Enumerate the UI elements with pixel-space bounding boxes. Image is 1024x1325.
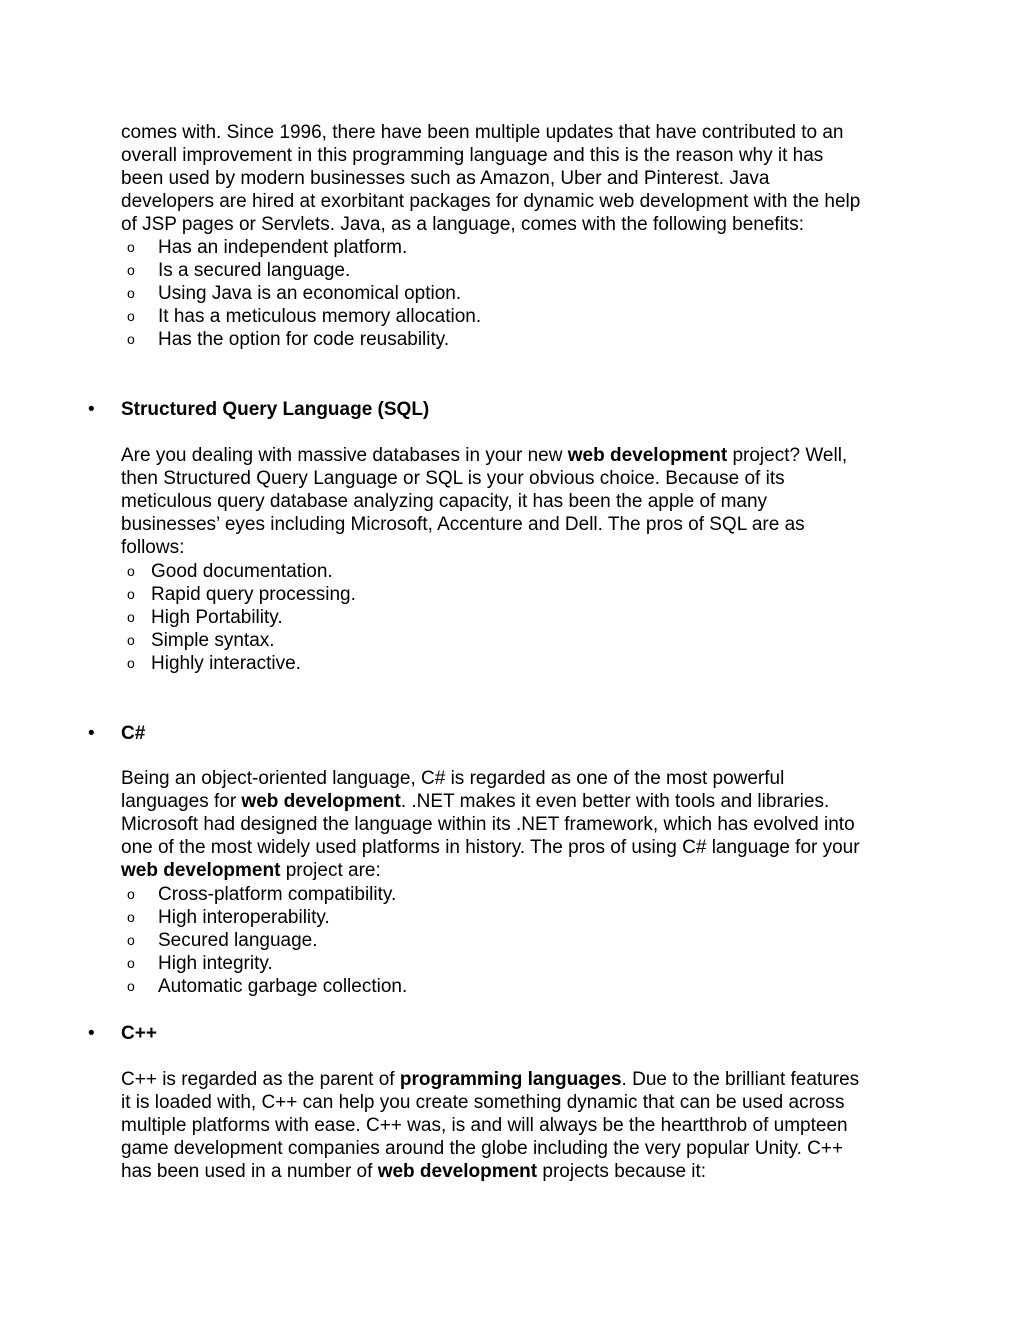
sub-bullet-icon: o [127, 909, 135, 926]
bold-keyword: web development [567, 445, 728, 466]
paragraph-line: has been used in a number of web development projects because it: [121, 1161, 707, 1183]
document-page: comes with. Since 1996, there have been multiple updates that have contributed to an overall improvement in this programming language and this is the reason why it has been used by modern businesses such as Amazon, Uber and Pinterest. Java developers are hired at exorbitant packages for dynamic web development with the help of JSP pages or Servlets. Java, as a language, comes with the following benefits: o Has an independent platform. o Is a secured language. o Using Java is an economical option. o It has a meticulous memory allocation. o Has the option for code reusability. • Structured Query Language (SQL) Are you dealing with massive databases in your new web development project? Well, then Structured Query Language or SQL is your obvious choice. Because of its meticulous query database analyzing capacity, it has been the apple of many businesses’ eyes including Microsoft, Accenture and Dell. The pros of SQL are as follows: o Good documentation. o Rapid query processing. o High Portability. o Simple syntax. o Highly interactive. • C# Being an object-oriented language, C# is regarded as one of the most powerful languages for web development. .NET makes it even better with tools and libraries. Microsoft had designed the language within its .NET framework, which has evolved into one of the most widely used platforms in history. The pros of using C# language for your web development project are: o Cross-platform compatibility. o High interoperability. o Secured language. o High integrity. o Automatic garbage collection. • C++ C++ is regarded as the parent of programming languages. Due to the brilliant features it is loaded with, C++ can help you create something dynamic that can be used across multiple platforms with ease. C++ was, is and will always be the heartthrob of umpteen game development companies around the globe including the very popular Unity. C++ has been used in a number of web development projects because it: [0, 0, 1024, 1325]
bullet-icon: • [88, 399, 95, 420]
paragraph-line: follows: [121, 537, 185, 559]
sub-bullet-icon: o [127, 978, 135, 995]
sub-bullet-icon: o [127, 632, 135, 649]
paragraph-line: meticulous query database analyzing capacity, it has been the apple of many [121, 491, 768, 513]
sub-bullet-icon: o [127, 285, 135, 302]
bold-keyword: web development [377, 1161, 538, 1183]
paragraph-line: businesses’ eyes including Microsoft, Accenture and Dell. The pros of SQL are as [121, 514, 805, 536]
paragraph-line: Being an object-oriented language, C# is regarded as one of the most powerful [121, 768, 785, 789]
sql-paragraph [121, 444, 911, 559]
sub-bullet-icon: o [127, 308, 135, 325]
section-title: C# [121, 723, 146, 744]
paragraph-line: then Structured Query Language or SQL is your obvious choice. Because of its [121, 468, 785, 490]
bullet-icon: • [88, 1023, 95, 1044]
paragraph-line: it is loaded with, C++ can help you create something dynamic that can be used across [121, 1092, 845, 1114]
bold-keyword: web development [241, 791, 401, 813]
paragraph-line: been used by modern businesses such as Amazon, Uber and Pinterest. Java [121, 168, 770, 190]
bold-keyword: programming languages [399, 1069, 622, 1090]
paragraph-line: game development companies around the globe including the very popular Unity. C++ [121, 1138, 844, 1160]
sub-bullet-icon: o [127, 932, 135, 949]
csharp-paragraph [121, 767, 911, 882]
paragraph-line: one of the most widely used platforms in history. The pros of using C# language for your [121, 837, 860, 859]
paragraph-line: Microsoft had designed the language within its .NET framework, which has evolved into [121, 814, 855, 836]
cpp-paragraph [121, 1068, 911, 1183]
paragraph-line: developers are hired at exorbitant packages for dynamic web development with the help [121, 191, 861, 213]
paragraph-line: multiple platforms with ease. C++ was, is and will always be the heartthrob of umpteen [121, 1115, 848, 1137]
sub-bullet-icon: o [127, 955, 135, 972]
paragraph-line: overall improvement in this programming language and this is the reason why it has [121, 145, 824, 167]
sub-bullet-icon: o [127, 331, 135, 348]
sub-bullet-icon: o [127, 262, 135, 279]
paragraph-line: web development project are: [121, 860, 381, 882]
paragraph-line: of JSP pages or Servlets. Java, as a language, comes with the following benefits: [121, 214, 804, 236]
bullet-icon: • [88, 723, 95, 744]
section-title: Structured Query Language (SQL) [121, 399, 430, 420]
sub-bullet-icon: o [127, 563, 135, 579]
paragraph-line: C++ is regarded as the parent of programming languages. Due to the brilliant features [121, 1069, 860, 1090]
sub-bullet-icon: o [127, 609, 135, 626]
sub-bullet-icon: o [127, 586, 135, 603]
bold-keyword: web development [121, 860, 281, 882]
java-intro-paragraph [121, 121, 911, 236]
sub-bullet-icon: o [127, 655, 135, 672]
sub-bullet-icon: o [127, 886, 135, 902]
paragraph-line: Are you dealing with massive databases in your new web development project? Well, [121, 445, 848, 466]
section-title: C++ [121, 1023, 157, 1044]
paragraph-line: comes with. Since 1996, there have been multiple updates that have contributed to an [121, 122, 844, 143]
paragraph-line: languages for web development. .NET makes it even better with tools and libraries. [121, 791, 830, 813]
sub-bullet-icon: o [127, 239, 135, 255]
